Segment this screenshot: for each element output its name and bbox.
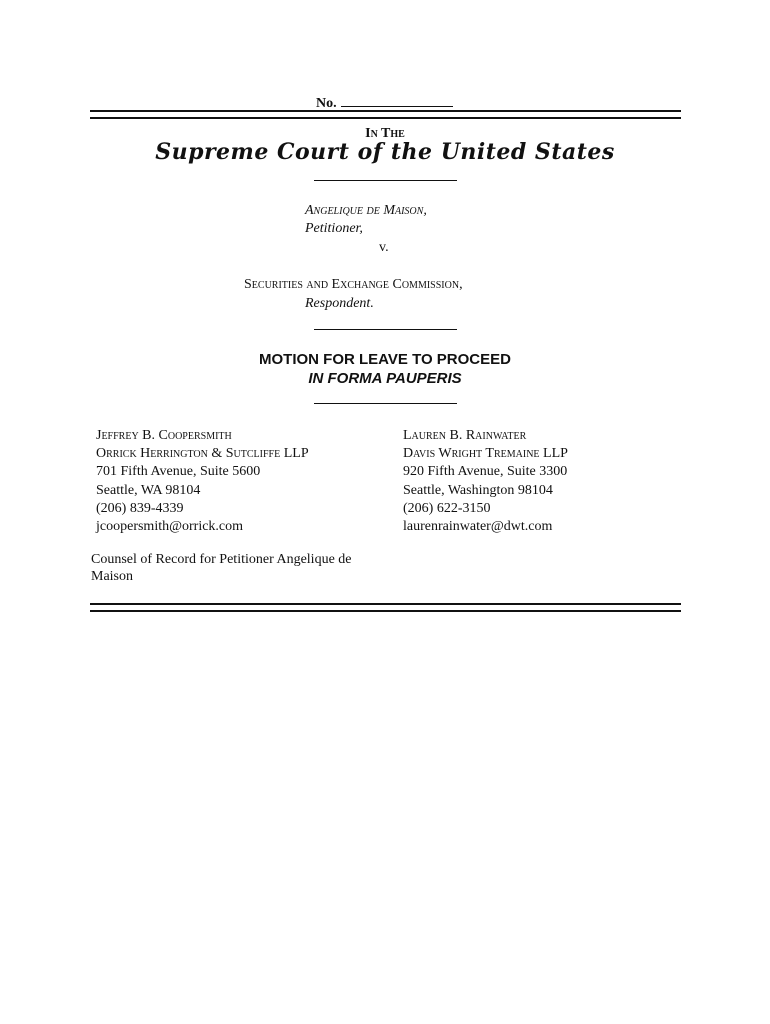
phone-number: (206) 622-3150 [403,500,491,516]
top-double-rule [90,110,681,119]
in-the-heading: In The [365,126,405,141]
attorney-name: Jeffrey B. Coopersmith [96,428,232,443]
divider-rule-1 [314,180,457,181]
motion-title [0,350,770,388]
city-address: Seattle, Washington 98104 [403,482,553,498]
email-address: laurenrainwater@dwt.com [403,519,553,535]
counsel-block-right [403,427,568,536]
respondent-role: Respondent. [305,296,374,311]
docket-label: No. [316,96,337,111]
divider-rule-2 [314,329,457,330]
motion-title-line-2: IN FORMA PAUPERIS [308,370,462,387]
attorney-name: Lauren B. Rainwater [403,428,527,443]
bottom-double-rule [90,603,681,612]
email-address: jcoopersmith@orrick.com [96,519,244,535]
court-name: Supreme Court of the United States [155,139,615,165]
petitioner-name: Angelique de Maison, [305,203,427,218]
law-firm: Orrick Herrington & Sutcliffe LLP [96,446,309,462]
respondent-name: Securities and Exchange Commission, [244,277,463,292]
law-firm: Davis Wright Tremaine LLP [403,446,568,462]
street-address: 701 Fifth Avenue, Suite 5600 [96,464,261,480]
versus-label: v. [379,240,389,255]
petitioner-role: Petitioner, [305,221,363,236]
phone-number: (206) 839-4339 [96,500,184,516]
counsel-block-left [96,427,309,536]
street-address: 920 Fifth Avenue, Suite 3300 [403,464,568,480]
docket-blank-line [341,94,453,107]
counsel-of-record-note: Counsel of Record for Petitioner Angelique de Maison [91,552,352,584]
divider-rule-3 [314,403,457,404]
motion-title-line-1: MOTION FOR LEAVE TO PROCEED [259,351,511,368]
city-address: Seattle, WA 98104 [96,482,201,498]
